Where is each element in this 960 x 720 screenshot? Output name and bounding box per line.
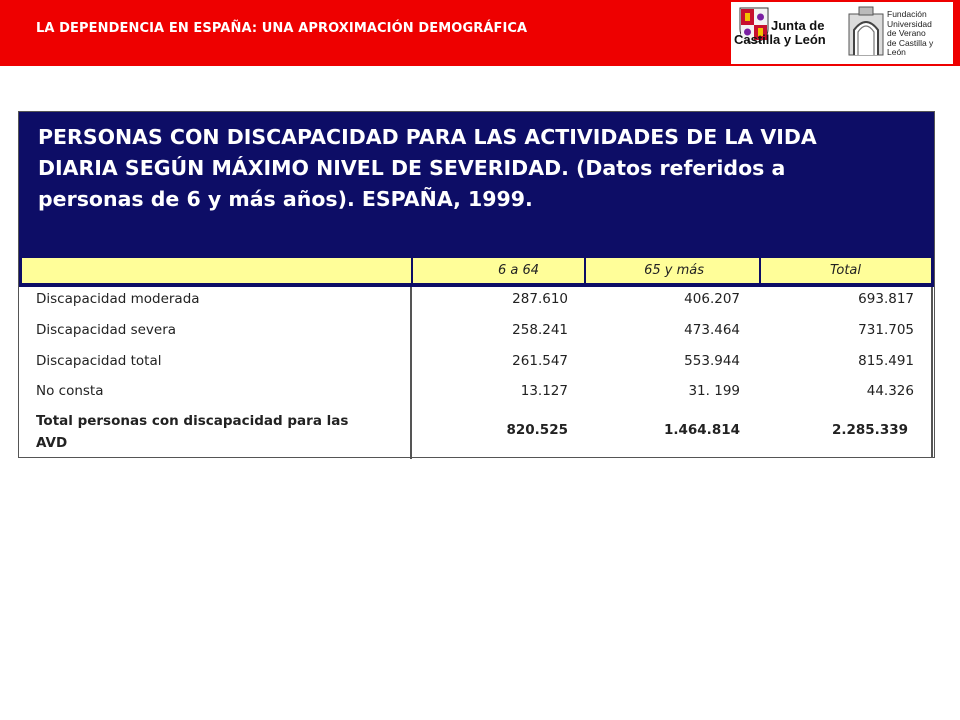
fundacion-line-4: de Castilla y León bbox=[887, 37, 934, 58]
cell-6-a-64: 258.241 bbox=[512, 322, 568, 338]
header-title: LA DEPENDENCIA EN ESPAÑA: UNA APROXIMACIÓN DEMOGRÁFICA bbox=[36, 21, 528, 36]
logos bbox=[731, 2, 953, 64]
cell-6-a-64: 820.525 bbox=[506, 422, 568, 438]
jcyl-logo-line-1: Junta de bbox=[771, 18, 825, 33]
data-table bbox=[18, 111, 935, 458]
row-label: Discapacidad moderada bbox=[36, 291, 200, 307]
column-header-65-y-mas: 65 y más bbox=[586, 258, 759, 283]
jcyl-logo-text bbox=[734, 18, 826, 47]
jcyl-logo-line-2: Castilla y León bbox=[734, 32, 826, 47]
cell-65-y-mas: 553.944 bbox=[684, 353, 740, 369]
top-bar bbox=[0, 0, 960, 66]
fundacion-line-1: Fundación bbox=[887, 9, 927, 19]
cell-6-a-64: 261.547 bbox=[512, 353, 568, 369]
row-label: Discapacidad severa bbox=[36, 322, 177, 338]
column-header-6-a-64: 6 a 64 bbox=[413, 258, 584, 283]
table-title-block bbox=[19, 112, 934, 255]
table-row bbox=[19, 353, 934, 377]
table-total-row bbox=[19, 408, 934, 456]
fundacion-line-2: Universidad bbox=[887, 18, 932, 29]
cell-65-y-mas: 1.464.814 bbox=[663, 422, 740, 438]
cell-total: 815.491 bbox=[858, 353, 914, 369]
cell-65-y-mas: 31. 199 bbox=[688, 383, 740, 399]
cell-6-a-64: 287.610 bbox=[512, 291, 568, 307]
row-label: Total personas con discapacidad para las AVD bbox=[36, 413, 349, 451]
table-row bbox=[19, 291, 934, 315]
cell-total: 44.326 bbox=[866, 383, 914, 399]
table-row bbox=[19, 383, 934, 407]
cell-65-y-mas: 406.207 bbox=[684, 291, 740, 307]
column-header-total: Total bbox=[761, 258, 931, 283]
column-header-blank bbox=[22, 258, 411, 283]
fundacion-logo-text bbox=[887, 10, 953, 58]
cell-total: 693.817 bbox=[858, 291, 914, 307]
row-label: Discapacidad total bbox=[36, 353, 162, 369]
column-header-row bbox=[19, 255, 934, 285]
cell-total: 731.705 bbox=[858, 322, 914, 338]
cell-65-y-mas: 473.464 bbox=[684, 322, 740, 338]
table-row bbox=[19, 322, 934, 346]
fundacion-arch-icon bbox=[848, 6, 884, 56]
table-title: PERSONAS CON DISCAPACIDAD PARA LAS ACTIVIDADES DE LA VIDA DIARIA SEGÚN MÁXIMO NIVEL DE SEVERIDAD. (Datos referidos a personas de 6 y más años). ESPAÑA, 1999. bbox=[38, 125, 817, 211]
cell-total: 2.285.339 bbox=[831, 422, 908, 438]
cell-6-a-64: 13.127 bbox=[520, 383, 568, 399]
table-body bbox=[19, 285, 934, 457]
row-label: No consta bbox=[36, 383, 104, 399]
fundacion-line-3: de Verano bbox=[887, 28, 926, 39]
